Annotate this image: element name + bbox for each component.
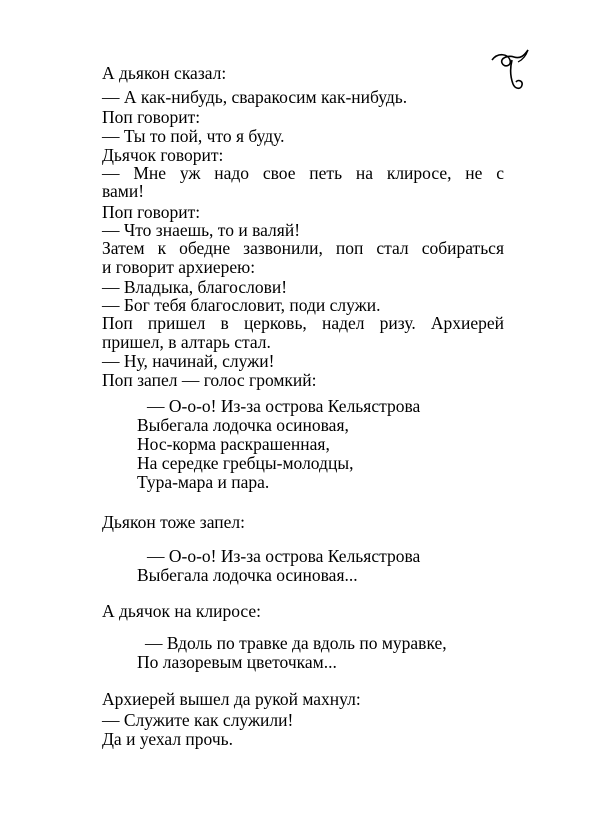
verse-line: Выбегала лодочка осиновая...	[137, 565, 358, 585]
text-line: Да и уехал прочь.	[102, 729, 233, 749]
text-line: — Служите как служили!	[102, 710, 294, 730]
text-line: Затем к обедне зазвонили, поп стал собираться	[102, 238, 504, 258]
verse-line: — Вдоль по травке да вдоль по муравке,	[145, 633, 447, 653]
text-line: пришел, в алтарь стал.	[102, 332, 271, 352]
verse-line: По лазоревым цветочкам...	[137, 652, 337, 672]
text-line: Поп говорит:	[102, 107, 201, 127]
text-line: — А как-нибудь, сваракосим как-нибудь.	[102, 87, 408, 107]
text-line: вами!	[102, 181, 145, 201]
text-line: — Ты то пой, что я буду.	[102, 126, 285, 146]
text-line: — Владыка, благослови!	[102, 277, 288, 297]
text-line: Архиерей вышел да рукой махнул:	[102, 689, 361, 709]
text-line: — Бог тебя благословит, поди служи.	[102, 295, 381, 315]
verse-line: Тура-мара и пара.	[137, 472, 270, 492]
verse-line: Нос-корма раскрашенная,	[137, 434, 330, 454]
text-line: А дьякон сказал:	[102, 63, 227, 83]
text-line: — Что знаешь, то и валяй!	[102, 220, 301, 240]
verse-line: На середке гребцы-молодцы,	[137, 453, 354, 473]
text-line: А дьячок на клиросе:	[102, 601, 262, 621]
text-line: — Мне уж надо свое петь на клиросе, не с	[102, 163, 504, 183]
floral-ornament-icon	[488, 46, 534, 94]
verse-line: — О-о-о! Из-за острова Кельястрова	[147, 546, 421, 566]
verse-line: Выбегала лодочка осиновая,	[137, 415, 349, 435]
text-line: Дьячок говорит:	[102, 145, 224, 165]
text-line: и говорит архиерею:	[102, 257, 256, 277]
text-line: Поп пришел в церковь, надел ризу. Архиерей	[102, 313, 504, 333]
text-line: Поп говорит:	[102, 202, 201, 222]
text-line: Дьякон тоже запел:	[102, 512, 245, 532]
text-line: Поп запел — голос громкий:	[102, 370, 317, 390]
text-line: — Ну, начинай, служи!	[102, 351, 275, 371]
verse-line: — О-о-о! Из-за острова Кельястрова	[147, 396, 421, 416]
